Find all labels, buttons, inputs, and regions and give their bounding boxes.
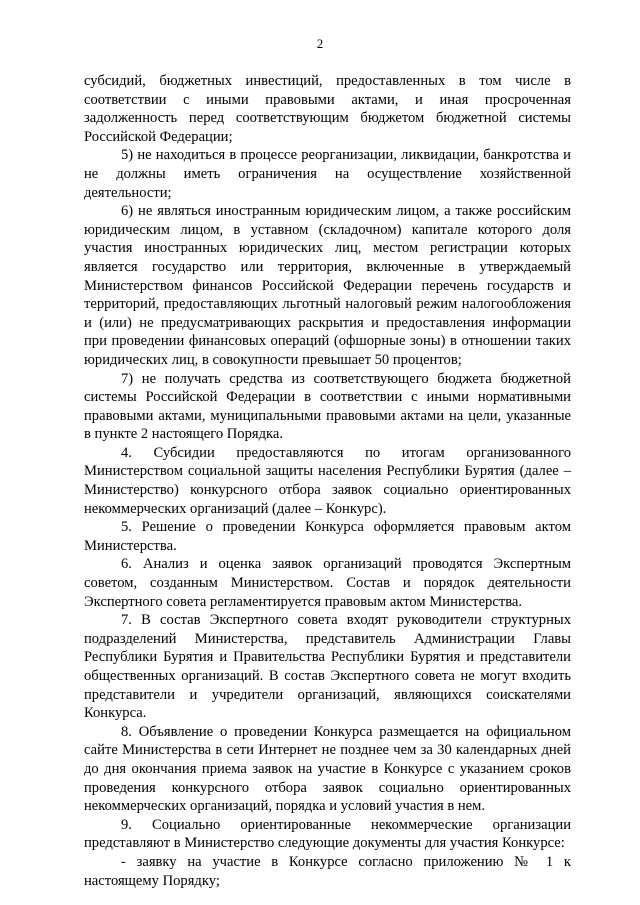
paragraph: 7. В состав Экспертного совета входят руководители структурных подразделений Министерства, представитель Администрации Главы Республики Бурятия и Правительства Республики Бурятия и представители общественных организаций. В состав Экспертного совета не могут входить представители и учредители организаций, являющихся соискателями Конкурса.: [84, 612, 571, 722]
paragraph: 5) не находиться в процессе реорганизации, ликвидации, банкротства и не должны иметь ограничения на осуществление хозяйственной деятельности;: [84, 147, 571, 201]
paragraph: - заявку на участие в Конкурсе согласно приложению № 1 к настоящему Порядку;: [84, 853, 571, 889]
paragraph: субсидий, бюджетных инвестиций, предоставленных в том числе в соответствии с иными правовыми актами, и иная просроченная задолженность перед соответствующим бюджетом бюджетной системы Российской Федерации;: [84, 73, 571, 145]
page-number: 2: [316, 36, 324, 51]
paragraph: 4. Субсидии предоставляются по итогам организованного Министерством социальной защиты населения Республики Бурятия (далее – Министерство) конкурсного отбора заявок социально ориентированных некоммерческих организаций (далее – Конкурс).: [84, 444, 571, 517]
paragraph: 9. Социально ориентированные некоммерческие организации представляют в Министерство следующие документы для участия Конкурсе:: [84, 816, 571, 852]
paragraph: 5. Решение о проведении Конкурса оформляется правовым актом Министерства.: [84, 519, 571, 554]
paragraph: 8. Объявление о проведении Конкурса размещается на официальном сайте Министерства в сети Интернет не позднее чем за 30 календарных дней до дня окончания приема заявок на участие в Конкурсе с указанием сроков проведения конкурсного отбора заявок социально ориентированных некоммерческих организаций, порядка и условий участия в нем.: [84, 723, 571, 815]
paragraph: 6) не являться иностранным юридическим лицом, а также российским юридическим лицом, в уставном (складочном) капитале которого доля участия иностранных юридических лиц, местом регистрации которых является государство или территория, включенные в утверждаемый Министерством финансов Российской Федерации перечень государств и территорий, предоставляющих льготный налоговый режим налогообложения и (или) не предусматривающих раскрытия и предоставления информации при проведении финансовых операций (офшорные зоны) в отношении таких юридических лиц, в совокупности превышает 50 процентов;: [84, 203, 571, 368]
paragraph: 6. Анализ и оценка заявок организаций проводятся Экспертным советом, созданным Министерством. Состав и порядок деятельности Экспертного совета регламентируется правовым актом Министерства.: [84, 556, 571, 610]
paragraph: 7) не получать средства из соответствующего бюджета бюджетной системы Российской Федерации в соответствии с иными нормативными правовыми актами, муниципальными правовыми актами на цели, указанные в пункте 2 настоящего Порядка.: [84, 370, 571, 443]
document-body: [84, 72, 571, 890]
